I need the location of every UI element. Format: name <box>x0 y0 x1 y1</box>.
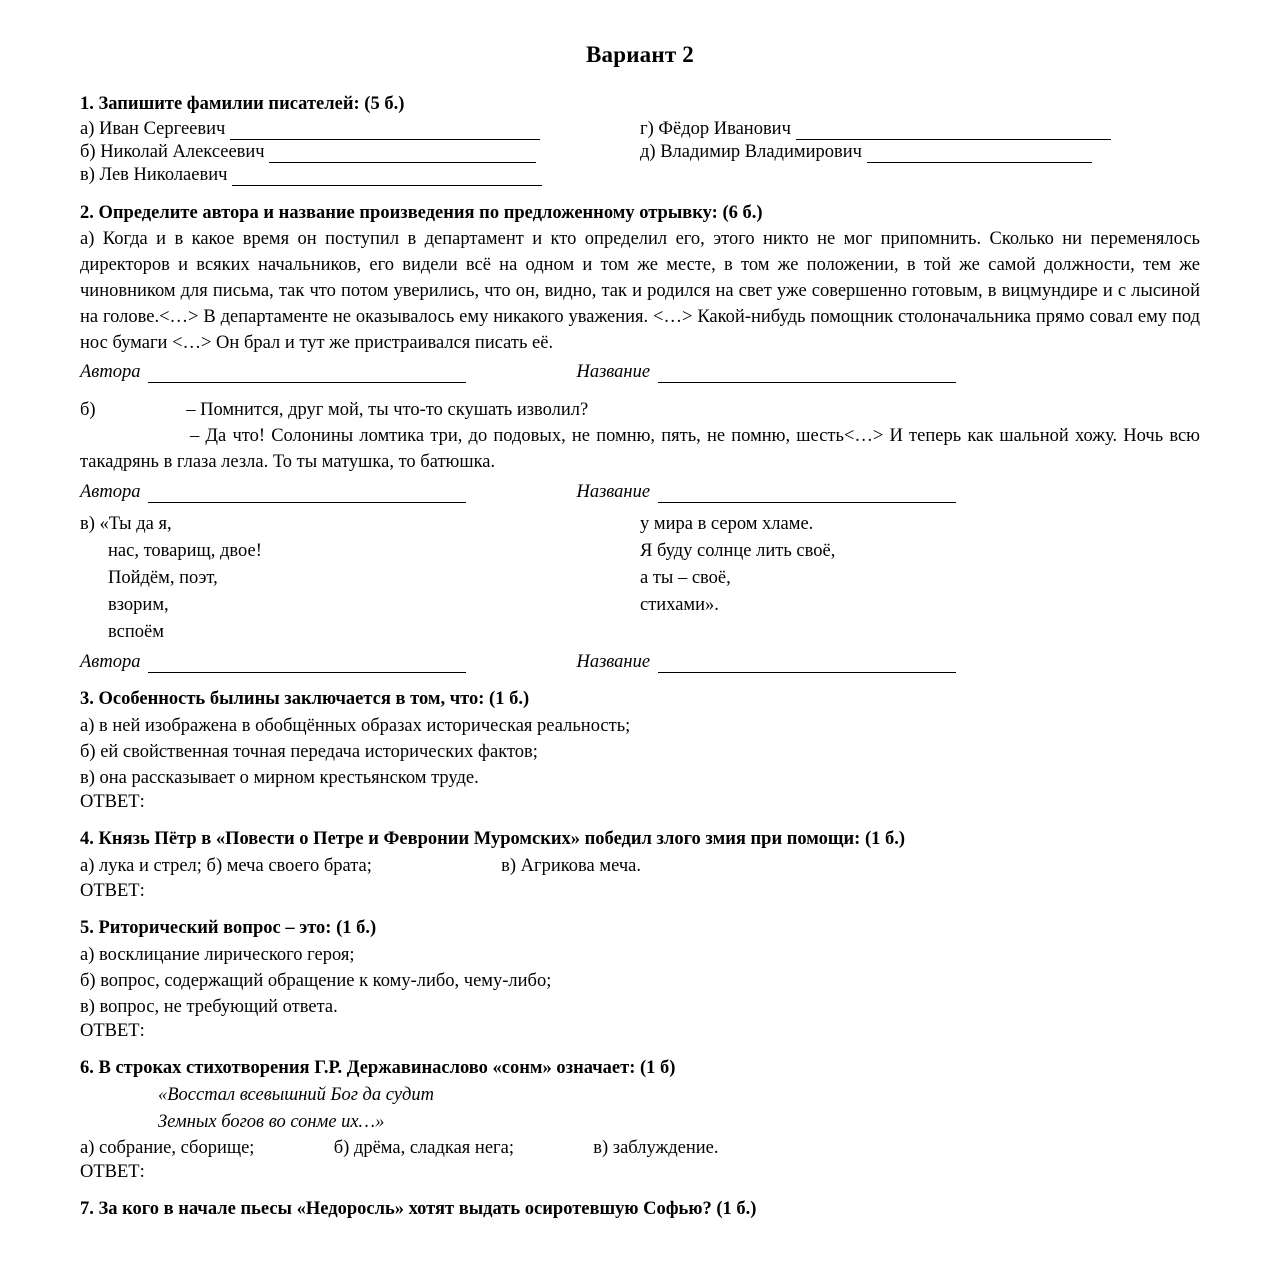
answer-field-q6[interactable]: ОТВЕТ: <box>80 1162 145 1183</box>
question-4-heading: 4. Князь Пётр в «Повести о Петре и Февронии Муромских» победил злого змия при помощи: (1 б.) <box>80 829 906 850</box>
option-b[interactable]: б) дрёма, сладкая нега; <box>333 1137 514 1158</box>
table-row <box>80 141 1200 164</box>
option-ab[interactable]: а) лука и стрел; б) меча своего брата; <box>80 856 372 877</box>
verse-line: «Восстал всевышний Бог да судит <box>158 1085 434 1106</box>
author-label-c: Автора <box>80 651 141 672</box>
question-2-passage-c <box>80 511 1200 646</box>
poem-line: вспоём <box>108 621 164 642</box>
writer-label-d: д) Владимир Владимирович <box>640 142 862 162</box>
answer-row-b <box>80 482 1200 503</box>
author-label-a: Автора <box>80 362 141 383</box>
question-5 <box>80 918 1200 1043</box>
writer-input-b[interactable] <box>269 146 536 163</box>
poem-line: а ты – своё, <box>640 567 731 588</box>
writer-item-g <box>640 118 1200 141</box>
author-input-a[interactable] <box>148 366 466 383</box>
question-7-heading: 7. За кого в начале пьесы «Недоросль» хотят выдать осиротевшую Софью? (1 б.) <box>80 1199 757 1220</box>
writer-input-d[interactable] <box>867 146 1092 163</box>
answer-field-q3[interactable]: ОТВЕТ: <box>80 792 145 813</box>
question-2 <box>80 203 1200 673</box>
question-3-heading: 3. Особенность былины заключается в том, что: (1 б.) <box>80 688 530 709</box>
writer-label-a: а) Иван Сергеевич <box>80 119 226 139</box>
page-title: Вариант 2 <box>586 42 694 67</box>
option-c[interactable]: в) Агрикова меча. <box>501 856 641 877</box>
question-7 <box>80 1199 1200 1220</box>
option-a[interactable]: а) восклицание лирического героя; <box>80 944 355 965</box>
question-2-passage-b-line1 <box>80 397 1200 423</box>
poem-line: нас, товарищ, двое! <box>108 540 262 561</box>
poem-line: взорим, <box>108 594 169 615</box>
poem-line: у мира в сером хламе. <box>640 513 814 534</box>
writer-label-g: г) Фёдор Иванович <box>640 119 791 139</box>
title-label-c: Название <box>576 651 651 672</box>
title-input-c[interactable] <box>658 656 956 673</box>
author-input-c[interactable] <box>148 656 466 673</box>
writer-input-c[interactable] <box>232 169 542 186</box>
table-row <box>80 164 1200 187</box>
author-label-b: Автора <box>80 481 141 502</box>
writer-item-d <box>640 141 1200 164</box>
question-2-heading: 2. Определите автора и название произведения по предложенному отрывку: (6 б.) <box>80 203 763 223</box>
writer-label-b: б) Николай Алексеевич <box>80 142 265 162</box>
question-2-passage-b-line2: – Да что! Солонины ломтика три, до подовых, не помню, пять, не помню, шесть<…> И теперь как шальной хожу. Ночь всю такадрянь в глаза лезла. То ты матушка, то батюшка. <box>80 425 1200 472</box>
question-5-heading: 5. Риторический вопрос – это: (1 б.) <box>80 917 377 938</box>
title-label-a: Название <box>576 362 651 383</box>
writer-label-c: в) Лев Николаевич <box>80 165 228 185</box>
question-1 <box>80 94 1200 187</box>
title-input-a[interactable] <box>658 366 956 383</box>
writer-item-a <box>80 118 640 141</box>
answer-row-a <box>80 362 1200 383</box>
poem-line: Я буду солнце лить своё, <box>640 540 836 561</box>
writer-input-a[interactable] <box>230 123 540 140</box>
writer-item-b <box>80 141 640 164</box>
writers-grid <box>80 118 1200 187</box>
writer-input-g[interactable] <box>796 123 1111 140</box>
title-label-b: Название <box>576 481 651 502</box>
poem-line: стихами». <box>640 594 719 615</box>
verse-line: Земных богов во сонме их…» <box>158 1111 385 1132</box>
writer-item-c <box>80 164 640 187</box>
question-4 <box>80 829 1200 901</box>
question-3 <box>80 689 1200 814</box>
answer-field-q5[interactable]: ОТВЕТ: <box>80 1021 145 1042</box>
option-b[interactable]: б) вопрос, содержащий обращение к кому-либо, чему-либо; <box>80 970 552 991</box>
option-c[interactable]: в) вопрос, не требующий ответа. <box>80 997 338 1018</box>
writer-item-empty <box>640 164 1200 187</box>
question-6-options <box>80 1135 1200 1161</box>
option-a[interactable]: а) собрание, сборище; <box>80 1137 255 1158</box>
poem-line: в) «Ты да я, <box>80 513 172 534</box>
option-c[interactable]: в) заблуждение. <box>593 1137 719 1158</box>
title-input-b[interactable] <box>658 486 956 503</box>
option-a[interactable]: а) в ней изображена в обобщённых образах историческая реальность; <box>80 715 631 736</box>
answer-field-q4[interactable]: ОТВЕТ: <box>80 880 145 901</box>
poem-column-right <box>640 511 1200 646</box>
question-6 <box>80 1058 1200 1183</box>
option-b[interactable]: б) ей свойственная точная передача исторических фактов; <box>80 741 538 762</box>
passage-b-text1: – Помнится, друг мой, ты что-то скушать изволил? <box>186 400 589 421</box>
author-input-b[interactable] <box>148 486 466 503</box>
passage-b-marker: б) <box>80 400 96 421</box>
question-2-passage-a: а) Когда и в какое время он поступил в департамент и кто определил его, этого никто не мог припомнить. Сколько ни переменялось директоров и всяких начальников, его видели всё на одном и том же месте, в том же положении, в той же самой должности, тем же чиновником для письма, так что потом уверились, что он, видно, так и родился на свет уже совершенно готовым, в вицмундире и с лысиной на голове.<…> В департаменте не оказывалось ему никакого уважения. <…> Какой-нибудь помощник столоначальника прямо совал ему под нос бумаги <…> Он брал и тут же пристраивался писать её. <box>80 229 1200 353</box>
question-4-options <box>80 853 1200 879</box>
poem-line: Пойдём, поэт, <box>108 567 218 588</box>
table-row <box>80 118 1200 141</box>
option-c[interactable]: в) она рассказывает о мирном крестьянском труде. <box>80 768 479 789</box>
question-1-heading: 1. Запишите фамилии писателей: (5 б.) <box>80 94 405 114</box>
poem-column-left <box>80 511 640 646</box>
question-6-heading: 6. В строках стихотворения Г.Р. Державинаслово «сонм» означает: (1 б) <box>80 1058 676 1079</box>
answer-row-c <box>80 652 1200 673</box>
